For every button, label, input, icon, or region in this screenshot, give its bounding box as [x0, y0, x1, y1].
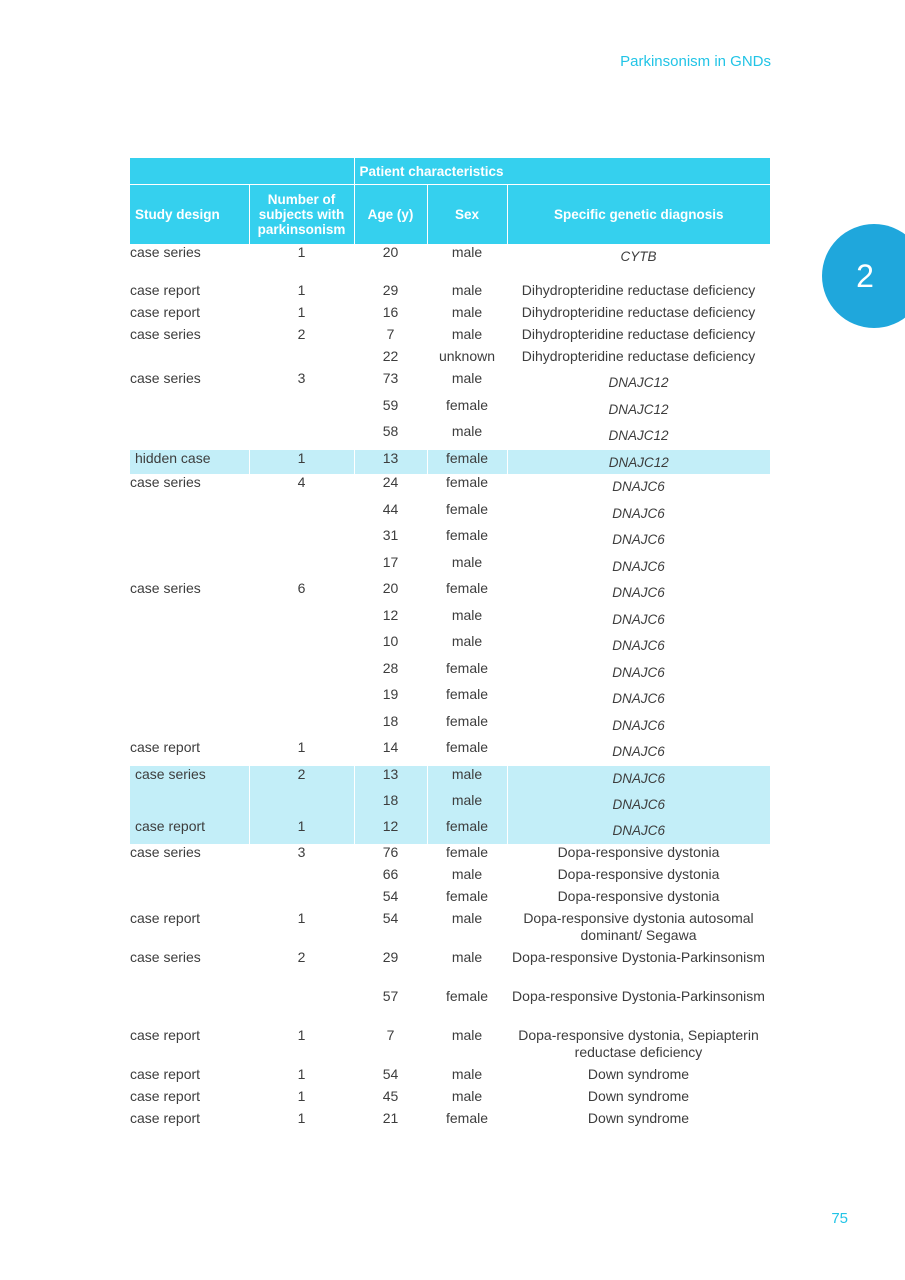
- cell-sex: female: [445, 527, 489, 543]
- cell-genetic-diagnosis: [507, 370, 770, 397]
- table-row: [130, 660, 770, 686]
- table-row: [130, 326, 770, 348]
- cell-genetic-diagnosis: [507, 686, 770, 713]
- cell-subject-count: 1: [249, 818, 354, 844]
- cell-subject-count: [249, 633, 354, 660]
- table-row: [130, 607, 770, 633]
- cell-subject-count: 1: [297, 304, 306, 320]
- cell-age: 12: [354, 818, 427, 844]
- cell-sex: male: [451, 244, 483, 260]
- gene-symbol: DNAJC12: [608, 375, 669, 390]
- cell-study-design: case series: [130, 370, 201, 386]
- cell-study-design: case report: [130, 910, 201, 926]
- col-header-number-of-subjects: Number of subjects with parkinsonism: [249, 185, 354, 245]
- cell-sex: female: [445, 1110, 489, 1126]
- cell-age: 44: [382, 501, 399, 517]
- cell-sex: female: [445, 988, 489, 1004]
- cell-sex: male: [451, 910, 483, 926]
- cell-age: 54: [382, 910, 399, 926]
- table-body: [130, 244, 770, 1132]
- gene-symbol: DNAJC6: [612, 797, 665, 812]
- gene-symbol: CYTB: [620, 249, 657, 264]
- table-column-header-row: [130, 185, 770, 245]
- cell-sex: female: [445, 713, 489, 729]
- gene-symbol: DNAJC6: [612, 612, 665, 627]
- cell-genetic-diagnosis: Down syndrome: [587, 1110, 690, 1126]
- table-row: [130, 1110, 770, 1132]
- group-header-patient-characteristics: Patient characteristics: [354, 158, 770, 185]
- cell-sex: male: [451, 1027, 483, 1043]
- cell-age: 13: [354, 450, 427, 474]
- cell-age: 17: [382, 554, 399, 570]
- cell-subject-count: 1: [249, 450, 354, 474]
- cell-age: 21: [382, 1110, 399, 1126]
- cell-genetic-diagnosis: [507, 633, 770, 660]
- cell-genetic-diagnosis: Dopa-responsive Dystonia-Parkinsonism: [512, 988, 765, 1004]
- cell-sex: male: [427, 766, 507, 792]
- cell-subject-count: [249, 607, 354, 633]
- cell-subject-count: 4: [297, 474, 306, 490]
- cell-age: 13: [354, 766, 427, 792]
- cell-subject-count: [249, 527, 354, 554]
- cell-subject-count: 1: [297, 1066, 306, 1082]
- table-row: [130, 348, 770, 370]
- cell-age: 10: [382, 633, 399, 649]
- cell-sex: male: [451, 423, 483, 439]
- cell-age: 31: [382, 527, 399, 543]
- cell-study-design: [130, 423, 249, 450]
- cell-age: 58: [382, 423, 399, 439]
- cell-genetic-diagnosis: [507, 739, 770, 766]
- cell-subject-count: [249, 348, 354, 370]
- table-row: [130, 1027, 770, 1066]
- table-row: [130, 370, 770, 397]
- cell-sex: male: [451, 607, 483, 623]
- cell-genetic-diagnosis: [507, 607, 770, 633]
- table-row: [130, 282, 770, 304]
- cell-age: 57: [382, 988, 399, 1004]
- cell-age: 16: [382, 304, 399, 320]
- gene-symbol: DNAJC6: [612, 718, 665, 733]
- cell-subject-count: 1: [297, 910, 306, 926]
- table-row: [130, 1066, 770, 1088]
- gene-symbol: DNAJC6: [612, 744, 665, 759]
- cell-sex: male: [427, 792, 507, 818]
- gene-symbol: DNAJC12: [608, 402, 669, 417]
- cell-subject-count: [249, 988, 354, 1027]
- table-row: [130, 423, 770, 450]
- table-row: [130, 818, 770, 844]
- group-header-blank: [130, 158, 354, 185]
- table-row: [130, 866, 770, 888]
- table-group-header-row: [130, 158, 770, 185]
- cell-age: 18: [354, 792, 427, 818]
- gene-symbol: DNAJC6: [612, 585, 665, 600]
- cell-genetic-diagnosis: Dopa-responsive dystonia: [557, 888, 720, 904]
- cell-subject-count: 1: [297, 244, 306, 260]
- cell-age: 24: [382, 474, 399, 490]
- gene-symbol: DNAJC6: [612, 532, 665, 547]
- cell-subject-count: [249, 501, 354, 527]
- cell-sex: female: [445, 501, 489, 517]
- cell-sex: male: [451, 370, 483, 386]
- cell-genetic-diagnosis: [507, 501, 770, 527]
- cell-study-design: [130, 792, 249, 818]
- cell-sex: female: [445, 474, 489, 490]
- cell-study-design: [130, 660, 249, 686]
- chapter-number: 2: [856, 258, 874, 294]
- cell-study-design: [130, 397, 249, 423]
- cell-subject-count: [249, 660, 354, 686]
- cell-sex: male: [451, 633, 483, 649]
- cell-study-design: [130, 713, 249, 739]
- table-row: [130, 910, 770, 949]
- table-row: [130, 450, 770, 474]
- table-row: [130, 1088, 770, 1110]
- table-row: [130, 988, 770, 1027]
- table-row: [130, 474, 770, 501]
- cell-genetic-diagnosis: Dopa-responsive dystonia, Sepiapterin reductase deficiency: [518, 1027, 759, 1060]
- cell-genetic-diagnosis: [507, 474, 770, 501]
- gene-symbol: DNAJC12: [608, 428, 669, 443]
- gene-symbol: DNAJC6: [612, 506, 665, 521]
- cell-study-design: case series: [130, 580, 201, 596]
- cell-study-design: case series: [130, 326, 201, 342]
- cell-sex: female: [445, 888, 489, 904]
- cell-genetic-diagnosis: [507, 397, 770, 423]
- cell-genetic-diagnosis: Dihydropteridine reductase deficiency: [521, 282, 756, 298]
- gene-symbol: DNAJC6: [612, 638, 665, 653]
- cell-study-design: [130, 501, 249, 527]
- cell-study-design: [130, 527, 249, 554]
- cell-age: 7: [386, 326, 395, 342]
- cell-subject-count: 3: [297, 370, 306, 386]
- cell-study-design: [130, 554, 249, 580]
- cell-study-design: case series: [130, 766, 249, 792]
- cell-sex: female: [445, 686, 489, 702]
- cell-sex: female: [445, 660, 489, 676]
- cell-study-design: case series: [130, 949, 201, 965]
- cell-sex: male: [451, 949, 483, 965]
- cell-subject-count: [249, 423, 354, 450]
- table-row: [130, 397, 770, 423]
- cell-genetic-diagnosis: [507, 818, 770, 844]
- cell-genetic-diagnosis: [507, 554, 770, 580]
- cell-sex: unknown: [438, 348, 496, 364]
- chapter-tab: [822, 224, 905, 328]
- cell-study-design: case series: [130, 244, 201, 260]
- table-row: [130, 739, 770, 766]
- page-number: 75: [831, 1210, 848, 1227]
- cell-subject-count: 2: [297, 949, 306, 965]
- table-row: [130, 888, 770, 910]
- table-row: [130, 949, 770, 988]
- cell-genetic-diagnosis: [507, 580, 770, 607]
- cell-study-design: case report: [130, 1066, 201, 1082]
- cell-study-design: case series: [130, 844, 201, 860]
- cell-subject-count: 2: [249, 766, 354, 792]
- cell-subject-count: 2: [297, 326, 306, 342]
- cell-subject-count: 1: [297, 282, 306, 298]
- cell-genetic-diagnosis: [507, 527, 770, 554]
- cell-study-design: hidden case: [130, 450, 249, 474]
- cell-age: 28: [382, 660, 399, 676]
- cell-genetic-diagnosis: [507, 450, 770, 474]
- cell-genetic-diagnosis: [507, 423, 770, 450]
- cell-sex: male: [451, 554, 483, 570]
- cell-study-design: case report: [130, 304, 201, 320]
- cell-sex: female: [445, 844, 489, 860]
- cell-age: 19: [382, 686, 399, 702]
- cell-study-design: [130, 888, 249, 910]
- table-row: [130, 686, 770, 713]
- gene-symbol: DNAJC6: [612, 823, 665, 838]
- cell-genetic-diagnosis: Dopa-responsive dystonia: [557, 844, 720, 860]
- cell-sex: male: [451, 1066, 483, 1082]
- cell-age: 45: [382, 1088, 399, 1104]
- cell-subject-count: [249, 554, 354, 580]
- cell-genetic-diagnosis: [507, 713, 770, 739]
- cell-age: 54: [382, 888, 399, 904]
- cell-study-design: case report: [130, 282, 201, 298]
- cell-age: 20: [382, 580, 399, 596]
- col-header-sex: Sex: [427, 185, 507, 245]
- cell-study-design: case report: [130, 818, 249, 844]
- cell-sex: male: [451, 326, 483, 342]
- cell-genetic-diagnosis: Dopa-responsive Dystonia-Parkinsonism: [512, 949, 765, 965]
- cell-study-design: [130, 607, 249, 633]
- cell-genetic-diagnosis: Down syndrome: [587, 1088, 690, 1104]
- col-header-age: Age (y): [354, 185, 427, 245]
- cell-age: 29: [382, 282, 399, 298]
- cell-subject-count: [249, 713, 354, 739]
- cell-age: 73: [382, 370, 399, 386]
- cell-sex: male: [451, 1088, 483, 1104]
- cell-sex: female: [445, 580, 489, 596]
- cell-age: 20: [382, 244, 399, 260]
- cell-subject-count: [249, 397, 354, 423]
- cell-study-design: case report: [130, 1088, 201, 1104]
- table-row: [130, 580, 770, 607]
- running-head: Parkinsonism in GNDs: [620, 53, 771, 70]
- gene-symbol: DNAJC6: [612, 479, 665, 494]
- cell-genetic-diagnosis: Dihydropteridine reductase deficiency: [521, 326, 756, 342]
- patient-characteristics-table: [130, 158, 770, 1132]
- cell-sex: male: [451, 304, 483, 320]
- cell-subject-count: [249, 888, 354, 910]
- cell-study-design: case report: [130, 1110, 201, 1126]
- cell-genetic-diagnosis: [507, 660, 770, 686]
- cell-sex: female: [445, 397, 489, 413]
- table-row: [130, 844, 770, 866]
- cell-study-design: [130, 633, 249, 660]
- table-row: [130, 244, 770, 282]
- col-header-study-design: Study design: [130, 185, 249, 245]
- cell-subject-count: 1: [297, 1110, 306, 1126]
- cell-study-design: case report: [130, 739, 201, 755]
- cell-subject-count: 6: [297, 580, 306, 596]
- cell-age: 76: [382, 844, 399, 860]
- table-row: [130, 713, 770, 739]
- cell-subject-count: [249, 866, 354, 888]
- cell-sex: female: [427, 818, 507, 844]
- cell-age: 14: [382, 739, 399, 755]
- cell-study-design: [130, 686, 249, 713]
- gene-symbol: DNAJC6: [612, 691, 665, 706]
- cell-genetic-diagnosis: Dihydropteridine reductase deficiency: [521, 304, 756, 320]
- cell-age: 66: [382, 866, 399, 882]
- cell-subject-count: [249, 792, 354, 818]
- cell-age: 29: [382, 949, 399, 965]
- cell-subject-count: 1: [297, 739, 306, 755]
- cell-age: 7: [386, 1027, 395, 1043]
- cell-genetic-diagnosis: Dopa-responsive dystonia: [557, 866, 720, 882]
- cell-age: 12: [382, 607, 399, 623]
- cell-subject-count: 1: [297, 1027, 306, 1043]
- cell-age: 54: [382, 1066, 399, 1082]
- cell-subject-count: 1: [297, 1088, 306, 1104]
- table-row: [130, 554, 770, 580]
- cell-subject-count: 3: [297, 844, 306, 860]
- cell-subject-count: [249, 686, 354, 713]
- cell-sex: female: [427, 450, 507, 474]
- table-row: [130, 501, 770, 527]
- cell-study-design: case series: [130, 474, 201, 490]
- table-row: [130, 633, 770, 660]
- cell-sex: male: [451, 282, 483, 298]
- cell-study-design: [130, 348, 249, 370]
- table-row: [130, 527, 770, 554]
- table-row: [130, 792, 770, 818]
- cell-sex: male: [451, 866, 483, 882]
- cell-study-design: [130, 866, 249, 888]
- cell-sex: female: [445, 739, 489, 755]
- table-row: [130, 766, 770, 792]
- cell-genetic-diagnosis: Dihydropteridine reductase deficiency: [521, 348, 756, 364]
- cell-age: 59: [382, 397, 399, 413]
- table-row: [130, 304, 770, 326]
- cell-age: 22: [382, 348, 399, 364]
- cell-study-design: [130, 988, 249, 1027]
- gene-symbol: DNAJC12: [608, 455, 669, 470]
- gene-symbol: DNAJC6: [612, 665, 665, 680]
- cell-study-design: case report: [130, 1027, 201, 1043]
- cell-genetic-diagnosis: Dopa-responsive dystonia autosomal dominant/ Segawa: [523, 910, 754, 943]
- cell-genetic-diagnosis: [507, 792, 770, 818]
- cell-genetic-diagnosis: [507, 244, 770, 282]
- cell-genetic-diagnosis: [507, 766, 770, 792]
- cell-genetic-diagnosis: Down syndrome: [587, 1066, 690, 1082]
- gene-symbol: DNAJC6: [612, 771, 665, 786]
- gene-symbol: DNAJC6: [612, 559, 665, 574]
- cell-age: 18: [382, 713, 399, 729]
- col-header-genetic-diagnosis: Specific genetic diagnosis: [507, 185, 770, 245]
